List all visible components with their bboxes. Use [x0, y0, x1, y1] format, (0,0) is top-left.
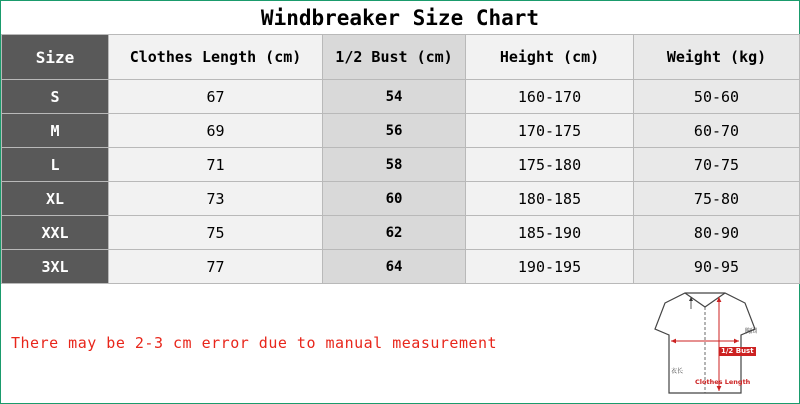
garment-measure-diagram — [615, 289, 795, 401]
measurement-note: There may be 2-3 cm error due to manual measurement — [11, 334, 498, 352]
diagram-bust-label: 1/2 Bust — [721, 347, 754, 355]
table-row — [2, 148, 800, 182]
cell-half-bust: 58 — [323, 148, 466, 182]
table-row — [2, 80, 800, 114]
cell-size: S — [2, 80, 109, 114]
cell-half-bust: 56 — [323, 114, 466, 148]
cell-half-bust: 64 — [323, 250, 466, 284]
cell-half-bust: 62 — [323, 216, 466, 250]
column-header-size: Size — [2, 35, 109, 80]
cell-clothes-length: 75 — [109, 216, 323, 250]
column-header-half-bust: 1/2 Bust (cm) — [323, 35, 466, 80]
page-title: Windbreaker Size Chart — [260, 6, 540, 30]
cell-height: 160-170 — [466, 80, 634, 114]
cell-weight: 90-95 — [634, 250, 800, 284]
table-row — [2, 182, 800, 216]
cell-height: 190-195 — [466, 250, 634, 284]
cell-weight: 60-70 — [634, 114, 800, 148]
table-row — [2, 114, 800, 148]
cell-size: M — [2, 114, 109, 148]
cell-size: XL — [2, 182, 109, 216]
cell-weight: 75-80 — [634, 182, 800, 216]
diagram-length-label-cn: 衣长 — [671, 368, 684, 375]
table-row — [2, 216, 800, 250]
table-row — [2, 250, 800, 284]
cell-weight: 80-90 — [634, 216, 800, 250]
cell-clothes-length: 71 — [109, 148, 323, 182]
column-header-clothes-length: Clothes Length (cm) — [109, 35, 323, 80]
diagram-bust-label-cn: 胸围 — [745, 328, 758, 335]
cell-weight: 50-60 — [634, 80, 800, 114]
cell-half-bust: 60 — [323, 182, 466, 216]
cell-size: L — [2, 148, 109, 182]
table-header-row — [2, 35, 800, 80]
cell-weight: 70-75 — [634, 148, 800, 182]
cell-clothes-length: 69 — [109, 114, 323, 148]
size-chart-table — [1, 34, 800, 284]
cell-size: XXL — [2, 216, 109, 250]
cell-size: 3XL — [2, 250, 109, 284]
cell-height: 185-190 — [466, 216, 634, 250]
cell-clothes-length: 77 — [109, 250, 323, 284]
cell-height: 170-175 — [466, 114, 634, 148]
cell-height: 180-185 — [466, 182, 634, 216]
column-header-height: Height (cm) — [466, 35, 634, 80]
column-header-weight: Weight (kg) — [634, 35, 800, 80]
cell-height: 175-180 — [466, 148, 634, 182]
cell-half-bust: 54 — [323, 80, 466, 114]
diagram-length-label: Clothes Length — [695, 378, 751, 386]
cell-clothes-length: 67 — [109, 80, 323, 114]
cell-clothes-length: 73 — [109, 182, 323, 216]
